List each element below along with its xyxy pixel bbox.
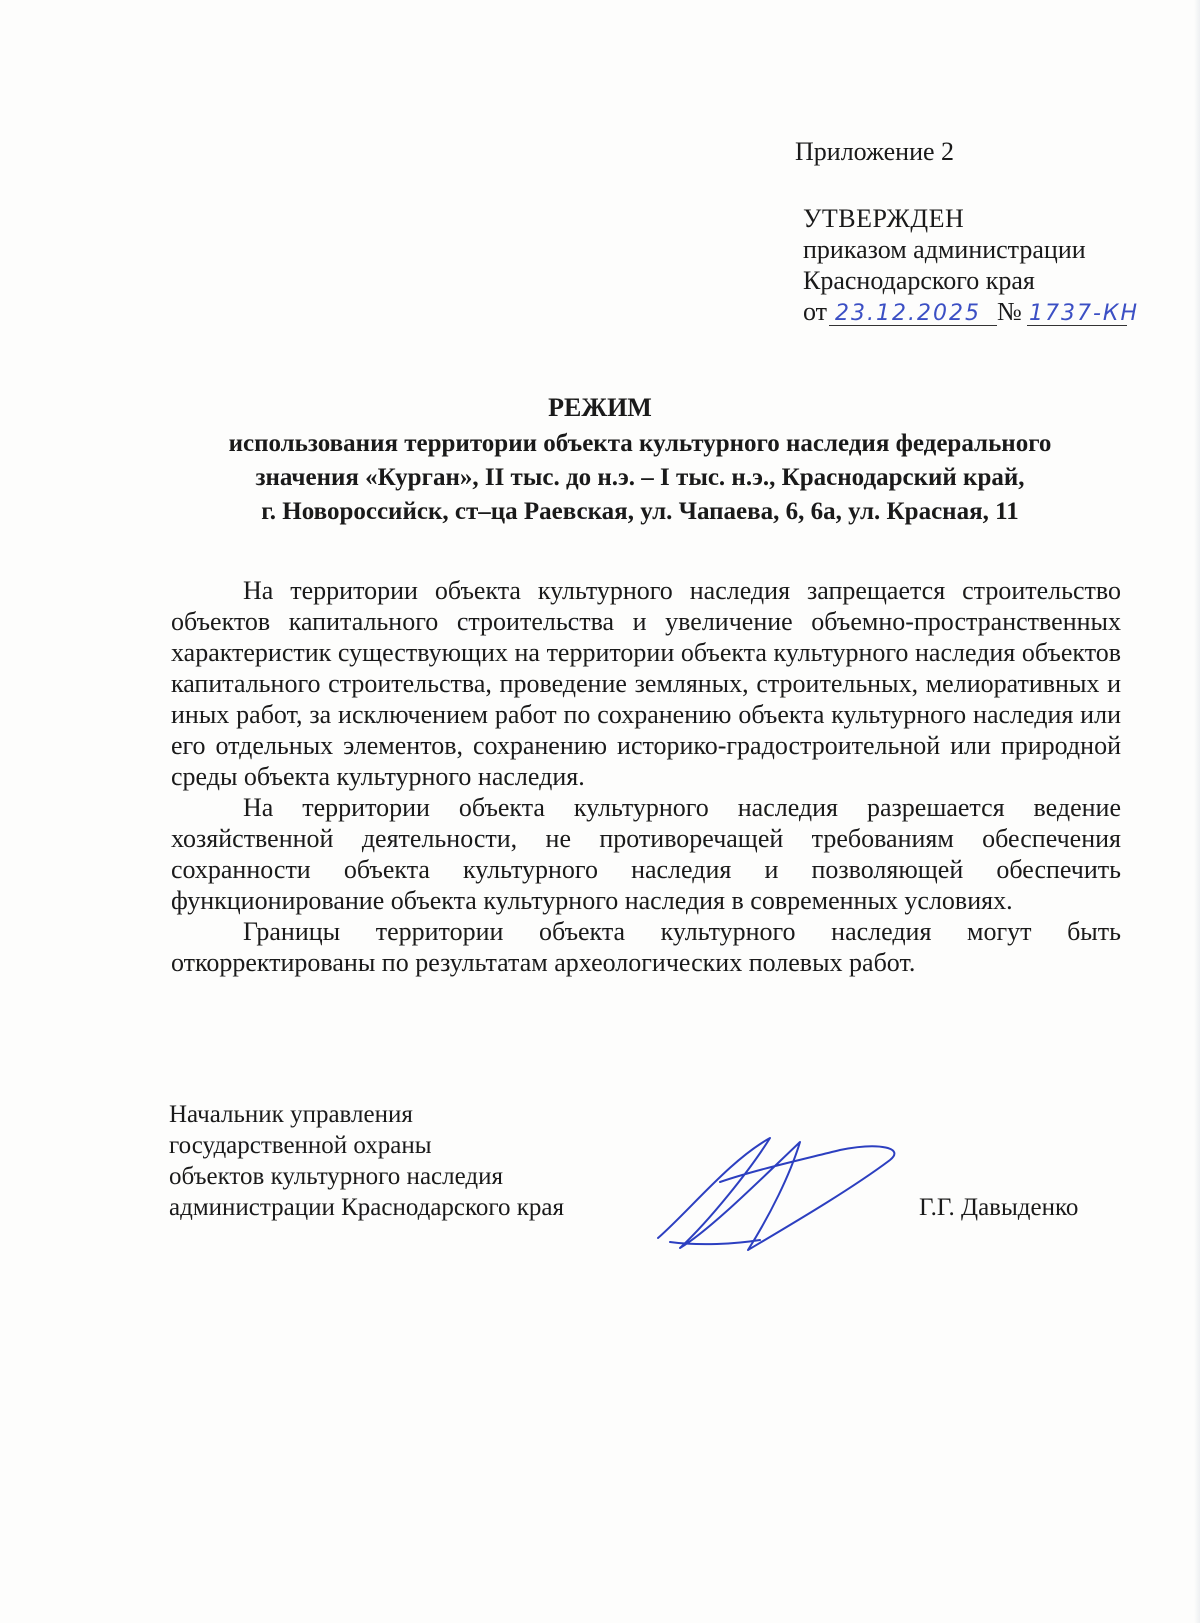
number-prefix: №	[997, 297, 1022, 326]
handwritten-signature	[650, 1120, 910, 1260]
approval-line-2: Краснодарского края	[803, 266, 1035, 295]
approval-line-1: приказом администрации	[803, 235, 1086, 264]
signer-position-line: государственной охраны	[169, 1132, 432, 1159]
approval-block	[803, 203, 1140, 330]
handwritten-date: 23.12.2025	[835, 301, 981, 326]
appendix-label: Приложение 2	[795, 137, 955, 166]
order-date-number	[803, 296, 1140, 330]
approval-status: УТВЕРЖДЕН	[803, 204, 965, 233]
document-title: РЕЖИМ	[548, 393, 652, 422]
subtitle-line: значения «Курган», II тыс. до н.э. – I тыс. н.э., Краснодарский край,	[255, 464, 1025, 491]
date-prefix: от	[803, 297, 828, 326]
subtitle-line: использования территории объекта культурного наследия федерального	[228, 430, 1052, 457]
signer-position-line: администрации Краснодарского края	[169, 1194, 565, 1221]
document-body	[171, 575, 1121, 978]
signer-position-line: Начальник управления	[169, 1101, 413, 1128]
subtitle-line: г. Новороссийск, ст–ца Раевская, ул. Чапаева, 6, 6а, ул. Красная, 11	[261, 498, 1019, 525]
body-paragraph: На территории объекта культурного наследия разрешается ведение хозяйственной деятельности, не противоречащей требованиям обеспечения сохранности объекта культурного наследия и позволяющей обеспечить функционирование объекта культурного наследия в современных условиях.	[171, 793, 1121, 915]
signer-position-line: объектов культурного наследия	[169, 1163, 503, 1190]
signer-name: Г.Г. Давыденко	[919, 1194, 1079, 1221]
body-paragraph: Границы территории объекта культурного наследия могут быть откорректированы по результатам археологических полевых работ.	[171, 917, 1121, 977]
handwritten-number: 1737-КН	[1029, 301, 1140, 326]
body-paragraph: На территории объекта культурного наследия запрещается строительство объектов капитального строительства и увеличение объемно-пространственных характеристик существующих на территории объекта культурного наследия объектов капитального строительства, проведение земляных, строительных, мелиоративных и иных работ, за исключением работ по сохранению объекта культурного наследия или его отдельных элементов, сохранению историко-градостроительной или природной среды объекта культурного наследия.	[171, 576, 1121, 791]
signer-position	[169, 1099, 564, 1223]
page-edge	[1194, 0, 1200, 1623]
document-subtitle	[160, 427, 1120, 529]
